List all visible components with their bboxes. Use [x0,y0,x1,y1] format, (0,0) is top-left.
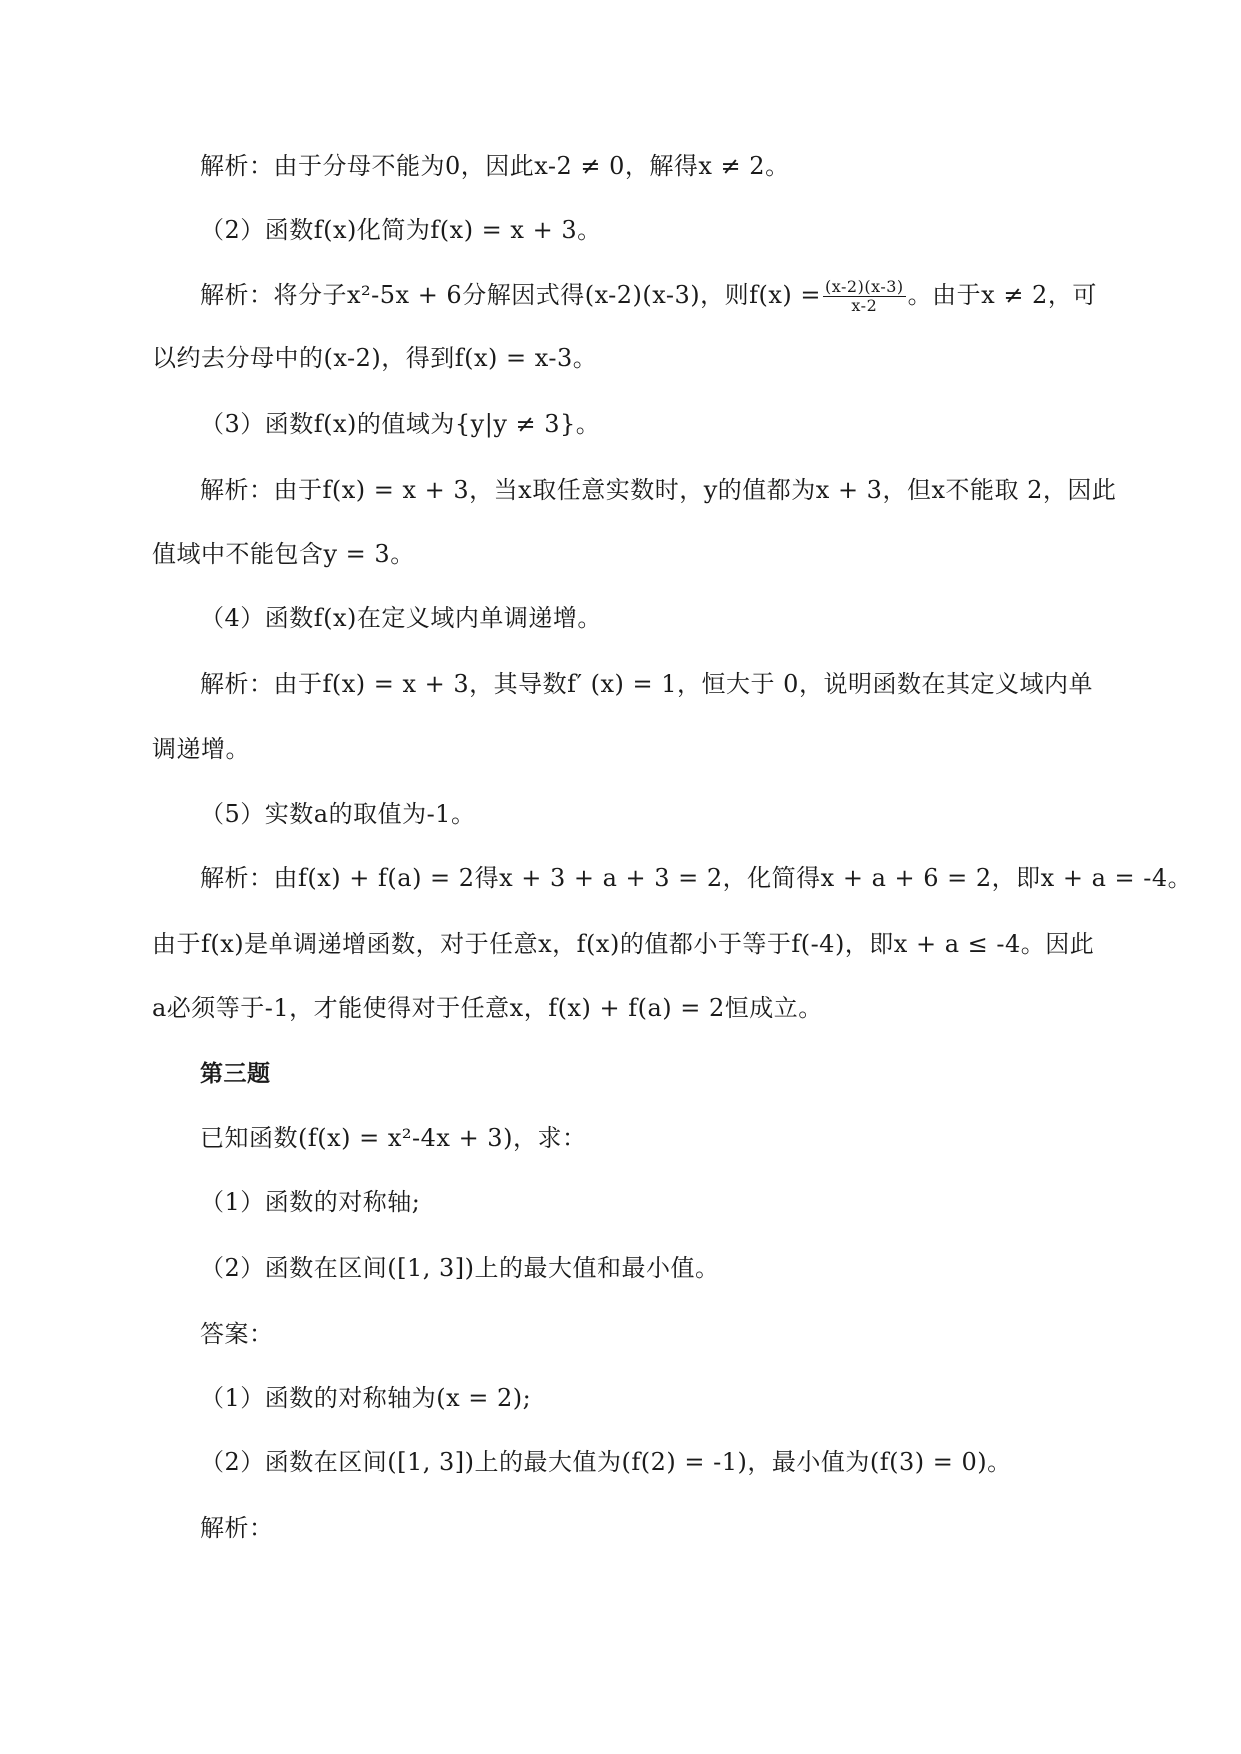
answer-3-explanation-line-1: 解析：由于f(x) = x + 3，当x取任意实数时，y的值都为x + 3，但x不能取 2，因此 [200,476,1117,504]
section-heading: 第三题 [200,1061,271,1087]
problem-3-answer-1: （1）函数的对称轴为(x = 2); [200,1384,532,1412]
answer-4-explanation-line-1: 解析：由于f(x) = x + 3，其导数f′ (x) = 1，恒大于 0，说明函数在其定义域内单 [200,670,1093,698]
answer-label: 答案： [200,1320,274,1348]
explanation-label: 解析： [200,1514,274,1542]
answer-2-explanation-line-1 [200,278,1097,315]
answer-5-explanation-line-3: a必须等于-1，才能使得对于任意x，f(x) + f(a) = 2恒成立。 [152,994,823,1022]
answer-3-statement: （3）函数f(x)的值域为{y|y ≠ 3}。 [200,410,601,438]
answer-4-statement: （4）函数f(x)在定义域内单调递增。 [200,604,602,632]
fraction [823,278,906,315]
problem-3-question-1: （1）函数的对称轴; [200,1188,421,1216]
answer-3-explanation-line-2: 值域中不能包含y = 3。 [152,540,415,568]
answer-5-statement: （5）实数a的取值为-1。 [200,800,476,828]
fraction-denominator: x-2 [851,296,878,315]
problem-3-answer-2: （2）函数在区间([1, 3])上的最大值为(f(2) = -1)，最小值为(f(3) = 0)。 [200,1448,1012,1476]
problem-3-statement: 已知函数(f(x) = x²-4x + 3)，求： [200,1124,587,1152]
fraction-numerator: (x-2)(x-3) [825,277,904,296]
answer-2-explanation-text-b: 。由于x ≠ 2，可 [907,281,1097,309]
answer-2-explanation-text-a: 解析：将分子x²-5x + 6分解因式得(x-2)(x-3)，则f(x) = [200,281,822,309]
answer-4-explanation-line-2: 调递增。 [152,735,250,763]
answer-1-explanation: 解析：由于分母不能为0，因此x-2 ≠ 0，解得x ≠ 2。 [200,152,790,180]
answer-2-statement: （2）函数f(x)化简为f(x) = x + 3。 [200,216,602,244]
answer-5-explanation-line-1: 解析：由f(x) + f(a) = 2得x + 3 + a + 3 = 2，化简得x + a + 6 = 2，即x + a = -4。 [200,864,1193,892]
problem-3-question-2: （2）函数在区间([1, 3])上的最大值和最小值。 [200,1254,720,1282]
answer-5-explanation-line-2: 由于f(x)是单调递增函数，对于任意x，f(x)的值都小于等于f(-4)，即x + a ≤ -4。因此 [152,930,1095,958]
answer-2-explanation-line-2: 以约去分母中的(x-2)，得到f(x) = x-3。 [152,344,598,372]
